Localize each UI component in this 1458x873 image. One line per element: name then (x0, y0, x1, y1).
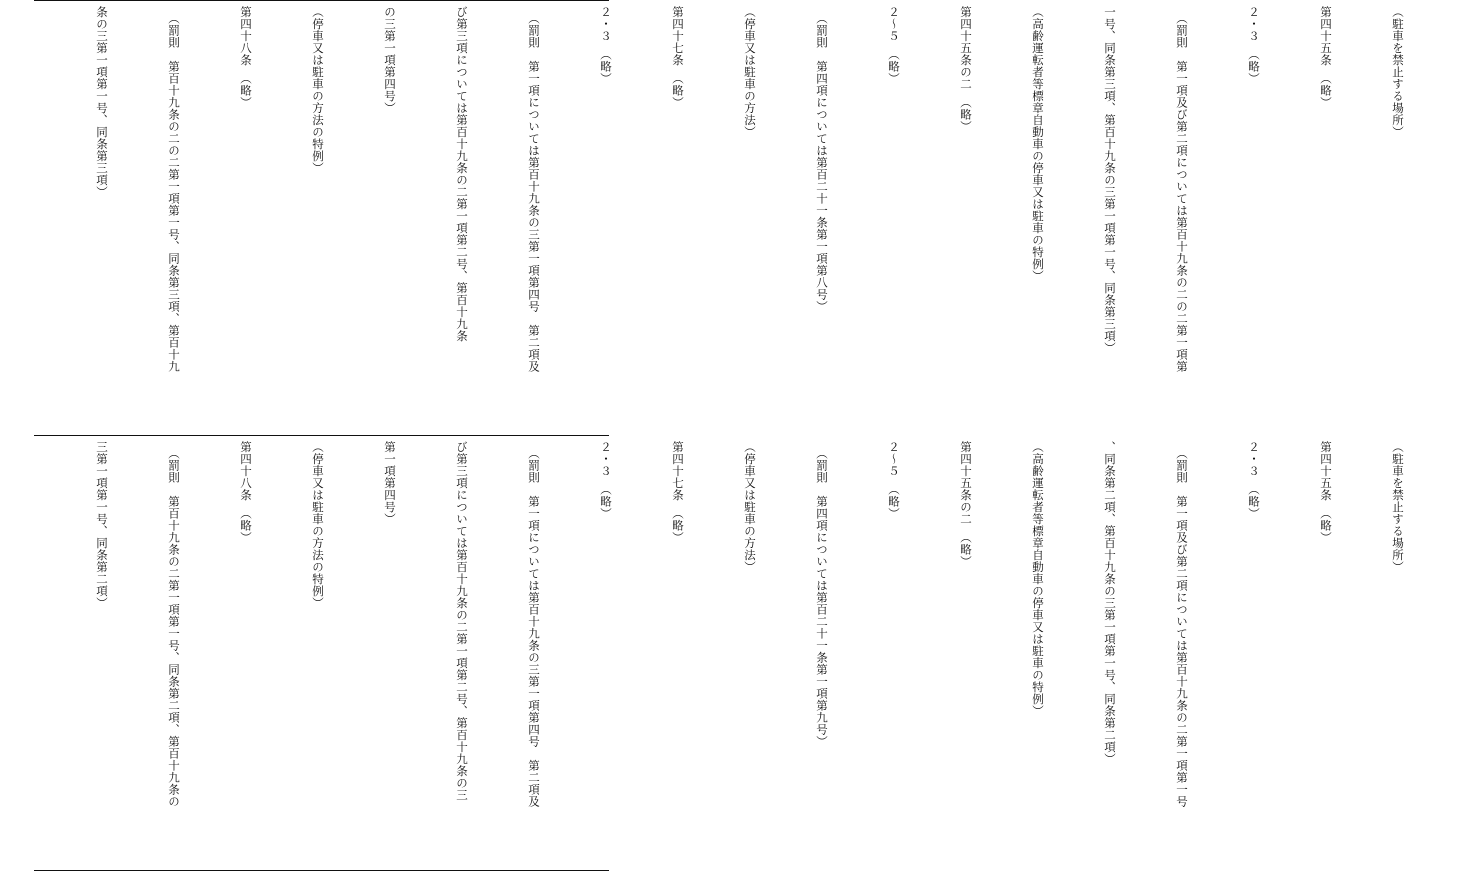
penalty-line: （罰則 第百十九条の二の二第一項第一号、同条第三項、第百十九 (167, 6, 181, 373)
penalty-line: （罰則 第一項については第百十九条の三第一項第四号 第二項及 (527, 441, 541, 808)
penalty-line-cont: 三第一項第一号、同条第二項） (95, 441, 109, 609)
penalty-line: （罰則 第百十九条の二第一項第一号、同条第二項、第百十九条の (167, 441, 181, 808)
article-heading: 第四十八条 （略） (239, 6, 253, 109)
paragraph-omitted: ２・３ （略） (1247, 6, 1261, 85)
penalty-line: （罰則 第一項及び第二項については第百十九条の二第一項第一号 (1175, 441, 1189, 808)
article-heading: 第四十八条 （略） (239, 441, 253, 544)
article-heading: 第四十五条 （略） (1319, 441, 1333, 544)
paragraph-omitted: ２～５ （略） (887, 6, 901, 85)
column-heading: （駐車を禁止する場所） (1391, 441, 1405, 573)
column-heading: （停車又は駐車の方法の特例） (311, 441, 325, 609)
penalty-line-cont: 一号、同条第三項、第百十九条の三第一項第一号、同条第三項） (1103, 6, 1117, 354)
paragraph-omitted: ２～５ （略） (887, 441, 901, 520)
article-heading: 第四十七条 （略） (671, 441, 685, 544)
column-heading: （高齢運転者等標章自動車の停車又は駐車の特例） (1031, 6, 1045, 282)
penalty-line-cont: び第三項については第百十九条の二第一項第二号、第百十九条の三 (455, 441, 469, 801)
column-heading: （高齢運転者等標章自動車の停車又は駐車の特例） (1031, 441, 1045, 717)
paragraph-omitted: ２・３ （略） (1247, 441, 1261, 520)
middle-rule (34, 435, 609, 436)
article-heading: 第四十五条の二 （略） (959, 6, 973, 133)
penalty-line: （罰則 第一項及び第二項については第百十九条の二の二第一項第 (1175, 6, 1189, 373)
paragraph-omitted: ２・３ （略） (599, 6, 613, 85)
article-heading: 第四十五条 （略） (1319, 6, 1333, 109)
penalty-line-cont: 条の三第一項第一号、同条第三項） (95, 6, 109, 198)
column-heading: （停車又は駐車の方法） (743, 6, 757, 138)
article-heading: 第四十五条の二 （略） (959, 441, 973, 568)
upper-text-panel (42, 6, 1405, 430)
penalty-line: （罰則 第四項については第百二十一条第一項第八号） (815, 6, 829, 313)
column-heading: （停車又は駐車の方法） (743, 441, 757, 573)
penalty-line-cont: の三第一項第四号） (383, 6, 397, 114)
penalty-line-cont: 第一項第四号） (383, 441, 397, 525)
lower-text-panel (42, 441, 1405, 865)
upper-vertical-text (42, 6, 1458, 430)
article-heading: 第四十七条 （略） (671, 6, 685, 109)
penalty-line-cont: 、同条第二項、第百十九条の三第一項第一号、同条第二項） (1103, 441, 1117, 765)
top-rule (34, 0, 609, 1)
column-heading: （停車又は駐車の方法の特例） (311, 6, 325, 174)
penalty-line-cont: び第三項については第百十九条の二第一項第二号、第百十九条 (455, 6, 469, 342)
lower-vertical-text (42, 441, 1458, 865)
paragraph-omitted: ２・３ （略） (599, 441, 613, 520)
bottom-rule (34, 870, 609, 871)
column-heading: （駐車を禁止する場所） (1391, 6, 1405, 138)
penalty-line: （罰則 第四項については第百二十一条第一項第九号） (815, 441, 829, 748)
penalty-line: （罰則 第一項については第百十九条の三第一項第四号 第二項及 (527, 6, 541, 373)
